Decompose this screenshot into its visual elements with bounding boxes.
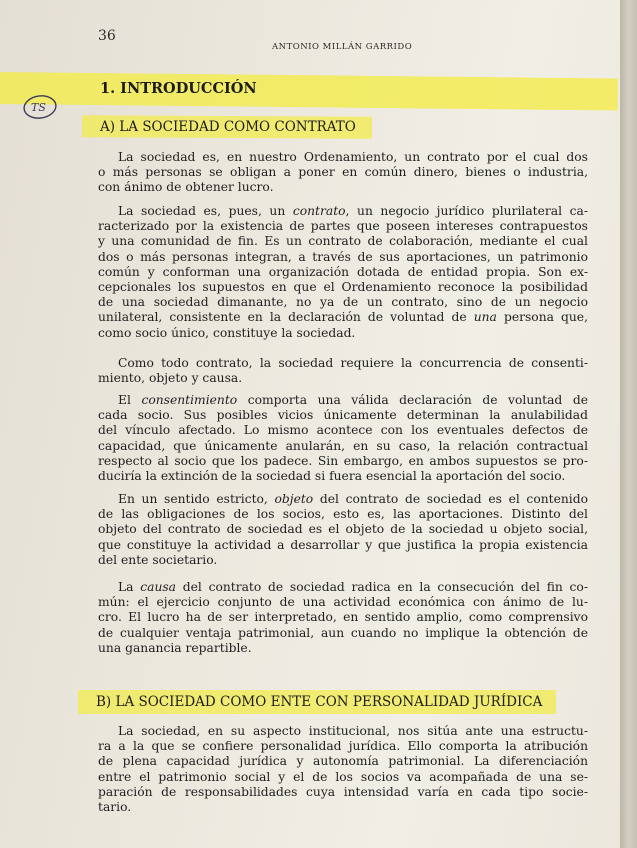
page-number: 36	[98, 28, 116, 44]
paragraph-3: Como todo contrato, la sociedad requiere la concurrencia de consenti- miento, objeto y causa.	[98, 356, 588, 386]
subheading-a: A) LA SOCIEDAD COMO CONTRATO	[100, 119, 356, 135]
paragraph-7: La sociedad, en su aspecto institucional, nos sitúa ante una estructu- ra a la que se confiere personalidad jurídica. Ello comporta la atribución de plena capacidad jurídica y autonomía patrimonial. La diferenciación entre el patrimonio social y el de los socios va acompañada de una se- paración de responsabilidades cuya intensidad varía en cada tipo socie- tario.	[98, 724, 588, 815]
paragraph-4: El consentimiento comporta una válida declaración de voluntad de cada socio. Sus posibles vicios únicamente determinan la anulabilidad del vínculo afectado. Lo mismo acontece con los eventuales defectos de capacidad, que únicamente anularán, en su caso, la relación contractual respecto al socio que los padece. Sin embargo, en ambos supuestos se pro- duciría la extinción de la sociedad si fuera esencial la aportación del socio.	[98, 393, 588, 484]
highlight-mark-section	[0, 72, 618, 110]
paragraph-5: En un sentido estricto, objeto del contrato de sociedad es el contenido de las obligaciones de los socios, esto es, las aportaciones. Distinto del objeto del contrato de sociedad es el objeto de la sociedad u objeto social, que constituye la actividad a desarrollar y que justifica la propia existencia del ente societario.	[98, 492, 588, 567]
running-head: ANTONIO MILLÁN GARRIDO	[272, 42, 413, 52]
paragraph-6: La causa del contrato de sociedad radica en la consecución del fin co- mún: el ejercicio conjunto de una actividad económica con ánimo de lu- cro. El lucro ha de ser interpretado, en sentido amplio, como comprensivo de cualquier ventaja patrimonial, aun cuando no implique la obtención de una ganancia repartible.	[98, 580, 588, 655]
ts-initials: TS	[31, 101, 46, 114]
paragraph-1: La sociedad es, en nuestro Ordenamiento, un contrato por el cual dos o más personas se obligan a poner en común dinero, bienes o industria, con ánimo de obtener lucro.	[98, 150, 588, 195]
section-heading: 1. INTRODUCCIÓN	[100, 80, 257, 97]
subheading-b: B) LA SOCIEDAD COMO ENTE CON PERSONALIDAD JURÍDICA	[96, 694, 543, 710]
handwritten-ts-annotation	[22, 93, 58, 121]
paragraph-2: La sociedad es, pues, un contrato, un negocio jurídico plurilateral ca- racterizado por la existencia de partes que poseen intereses contrapuestos y una comunidad de fin. Es un contrato de colaboración, mediante el cual dos o más personas integran, a través de sus aportaciones, un patrimonio común y conforman una organización dotada de entidad propia. Son ex- cepcionales los supuestos en que el Ordenamiento reconoce la posibilidad de una sociedad dimanante, no ya de un contrato, sino de un negocio unilateral, consistente en la declaración de voluntad de una persona que, como socio único, constituye la sociedad.	[98, 204, 588, 340]
facing-page-edge	[620, 0, 637, 848]
